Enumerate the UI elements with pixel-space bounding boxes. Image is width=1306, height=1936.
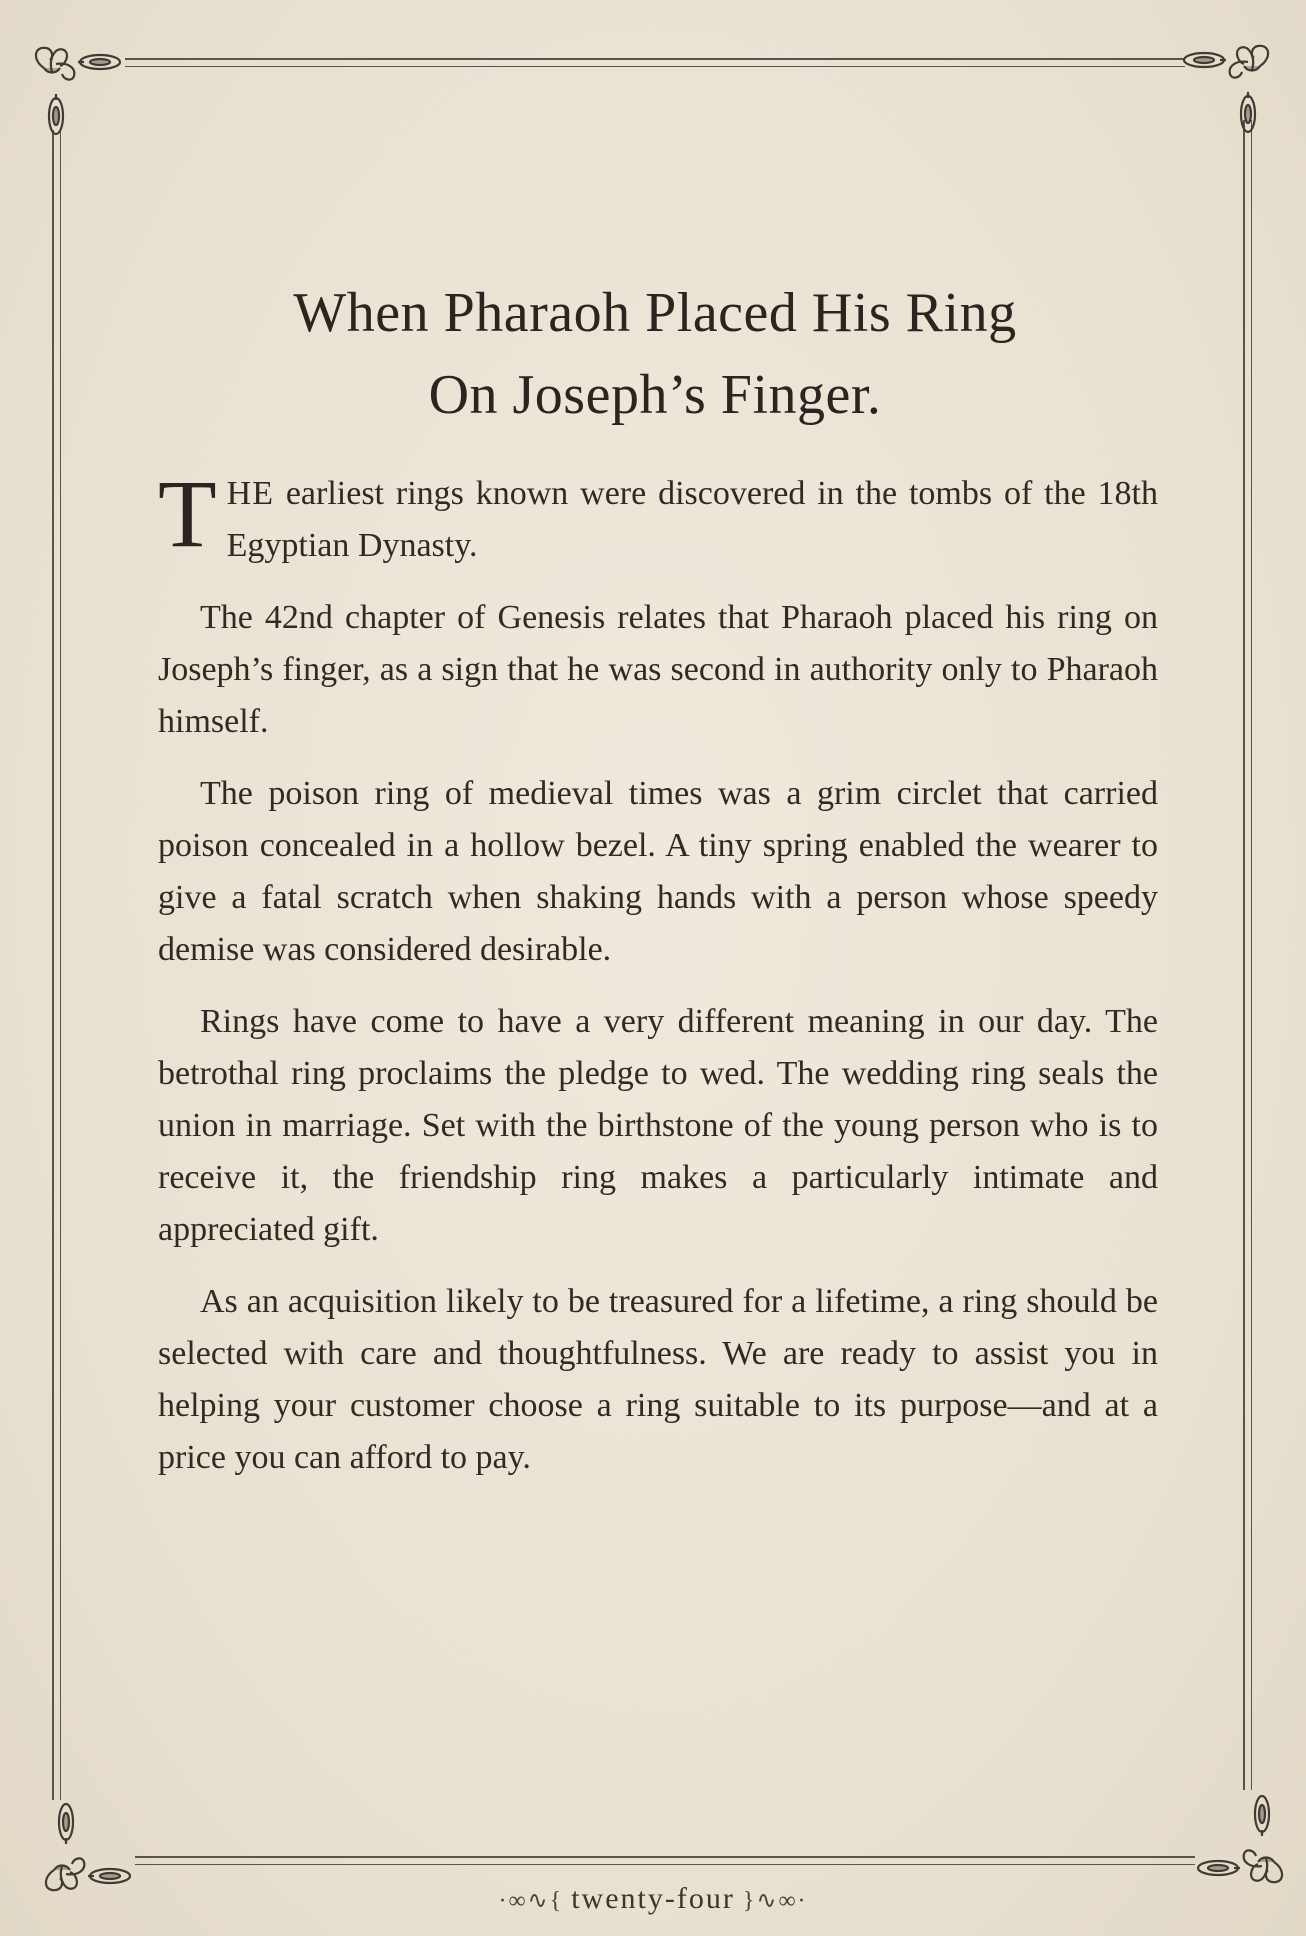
drop-cap: T [158,460,217,567]
fleur-de-lis-corner-icon [1186,1782,1296,1892]
page-number-footer [0,1882,1306,1916]
page-title-line-1: When Pharaoh Placed His Ring [293,282,1017,344]
fleur-de-lis-corner-icon [22,38,132,148]
paragraph-5: As an acquisition likely to be treasured for a lifetime, a ring should be selected with care and thoughtfulness. We are ready to assist you in helping your customer choose a ring suitable to its purpose—and at a price you can afford to pay. [158,1283,1158,1476]
footer-flourish-left-icon: ·∞∿{ [498,1888,564,1914]
paragraph-4: Rings have come to have a very different meaning in our day. The betrothal ring proclaims the pledge to wed. The wedding ring seals the union in marriage. Set with the birthstone of the young person who is to receive it, the friendship ring makes a particularly intimate and appreciated gift. [158,1003,1158,1248]
border-rule-left [52,130,61,1800]
border-rule-right [1243,120,1252,1790]
page-number: twenty-four [571,1882,735,1915]
footer-flourish-right-icon: }∿∞· [742,1888,808,1914]
fleur-de-lis-corner-icon [1172,36,1282,146]
paragraph-2: The 42nd chapter of Genesis relates that Pharaoh placed his ring on Joseph’s finger, as a sign that he was second in authority only to Pharaoh himself. [158,599,1158,740]
paragraph-1-text: earliest rings known were discovered in the tombs of the 18th Egyptian Dynasty. [226,475,1158,564]
page-title-line-2: On Joseph’s Finger. [428,364,882,426]
border-rule-bottom [135,1856,1195,1865]
page-title [150,272,1160,436]
lead-word: HE [226,475,274,512]
paragraph-1 [158,460,1158,572]
border-rule-top [125,58,1185,67]
article-body [158,460,1158,1504]
paragraph-3: The poison ring of medieval times was a grim circlet that carried poison concealed in a hollow bezel. A tiny spring enabled the wearer to give a fatal scratch when shaking hands with a person whose speedy demise was considered desirable. [158,775,1158,968]
